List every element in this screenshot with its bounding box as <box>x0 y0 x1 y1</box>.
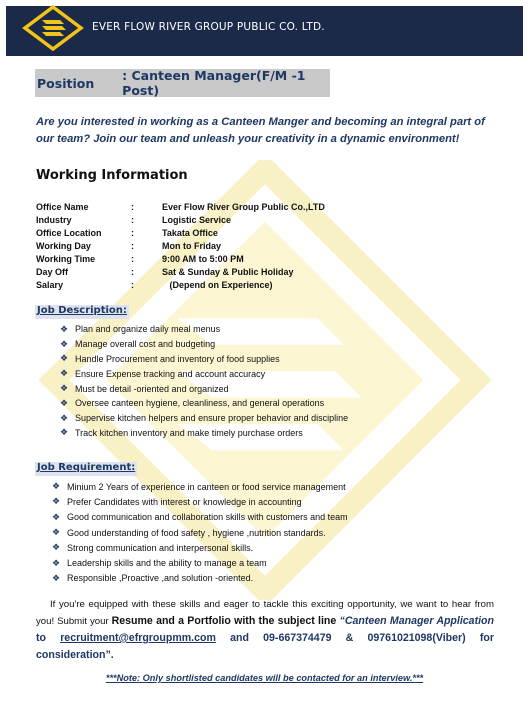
list-item-text: Plan and organize daily meal menus <box>75 324 221 335</box>
diamond-bullet-icon: ❖ <box>60 383 69 394</box>
list-item-text: Leadership skills and the ability to manage a team <box>67 558 267 569</box>
list-item-text: Minium 2 Years of experience in canteen or food service management <box>67 481 346 492</box>
working-info-title: Working Information <box>36 168 188 183</box>
list-item <box>60 411 348 426</box>
closing-end: ”. <box>105 649 114 661</box>
job-requirement-title: Job Requirement: <box>35 462 137 476</box>
list-item-text: Track kitchen inventory and make timely purchase orders <box>75 427 303 438</box>
closing-phones: 09-667374479 & 09761021098(Viber) for consideration <box>36 632 494 661</box>
list-item <box>52 510 348 525</box>
diamond-bullet-icon: ❖ <box>52 557 61 568</box>
diamond-bullet-icon: ❖ <box>52 511 61 522</box>
info-colon: : <box>131 215 134 226</box>
list-item <box>60 337 348 352</box>
info-key: Industry <box>36 215 72 226</box>
info-colon: : <box>131 266 134 277</box>
list-item <box>60 366 348 381</box>
info-key: Day Off <box>36 266 69 277</box>
info-row-working-day <box>36 240 325 253</box>
position-bar <box>35 69 330 97</box>
working-info-table <box>36 201 325 291</box>
info-value: (Depend on Experience) <box>162 279 273 290</box>
list-item <box>60 322 348 337</box>
list-item-text: Handle Procurement and inventory of food supplies <box>75 353 280 364</box>
info-key: Salary <box>36 279 64 290</box>
info-value: Ever Flow River Group Public Co.,LTD <box>162 202 325 213</box>
info-key: Office Name <box>36 202 89 213</box>
info-colon: : <box>131 202 134 213</box>
position-label: Position <box>37 75 95 91</box>
list-item-text: Must be detail -oriented and organized <box>75 383 229 394</box>
info-colon: : <box>131 254 134 264</box>
info-value: Mon to Friday <box>162 241 221 252</box>
diamond-bullet-icon: ❖ <box>60 353 69 364</box>
list-item-text: Good communication and collaboration skills with customers and team <box>67 512 348 523</box>
list-item-text: Responsible ,Proactive ,and solution -oriented. <box>67 573 254 584</box>
list-item <box>52 525 348 540</box>
info-value: 9:00 AM to 5:00 PM <box>162 254 244 264</box>
list-item <box>52 494 348 509</box>
list-item <box>52 479 348 494</box>
shortlist-note: ***Note: Only shortlisted candidates will be contacted for an interview.*** <box>105 673 424 683</box>
diamond-bullet-icon: ❖ <box>52 496 61 507</box>
list-item-text: Good understanding of food safety , hygiene ,nutrition standards. <box>67 527 326 538</box>
info-value: Logistic Service <box>162 215 232 226</box>
list-item <box>52 571 348 586</box>
info-row-industry <box>36 214 325 227</box>
recruitment-email-link[interactable]: recruitment@efrgroupmm.com <box>60 632 216 644</box>
list-item-text: Ensure Expense tracking and account accuracy <box>75 368 266 379</box>
list-item <box>52 555 348 570</box>
diamond-bullet-icon: ❖ <box>52 481 61 492</box>
list-item <box>60 426 348 441</box>
diamond-bullet-icon: ❖ <box>52 542 61 553</box>
efr-logo-icon <box>22 5 84 51</box>
company-name: EVER FLOW RIVER GROUP PUBLIC CO. LTD. <box>92 21 325 33</box>
diamond-bullet-icon: ❖ <box>60 397 69 408</box>
list-item-text: Manage overall cost and budgeting <box>75 339 216 350</box>
list-item <box>60 396 348 411</box>
closing-text: If you're equipped with these skills and eager to tackle this exciting opportunity, we want to hear from you! Submit your <box>36 599 494 627</box>
info-colon: : <box>131 228 134 239</box>
list-item-text: Oversee canteen hygiene, cleanliness, and general operations <box>75 398 325 409</box>
info-row-day-off <box>36 265 325 278</box>
diamond-bullet-icon: ❖ <box>60 412 69 423</box>
info-key: Working Time <box>36 254 96 264</box>
closing-subject: “Canteen Manager Application <box>336 615 494 627</box>
info-key: Office Location <box>36 228 102 239</box>
closing-to: to <box>36 632 61 644</box>
list-item <box>60 352 348 367</box>
position-value: : Canteen Manager(F/M -1 Post) <box>122 68 306 98</box>
info-value: Sat & Sunday & Public Holiday <box>162 266 294 277</box>
list-item <box>60 381 348 396</box>
closing-resume: Resume and a Portfolio with the subject line <box>111 615 337 627</box>
info-value: Takata Office <box>162 228 218 239</box>
info-colon: : <box>131 241 134 252</box>
info-row-office-location <box>36 227 325 240</box>
info-colon: : <box>131 279 134 290</box>
list-item <box>52 540 348 555</box>
closing-and: and <box>215 632 264 644</box>
info-row-office-name <box>36 201 325 214</box>
info-row-salary <box>36 278 325 291</box>
diamond-bullet-icon: ❖ <box>60 338 69 349</box>
diamond-bullet-icon: ❖ <box>60 427 69 438</box>
diamond-bullet-icon: ❖ <box>52 527 61 538</box>
closing-paragraph <box>36 596 494 664</box>
diamond-bullet-icon: ❖ <box>52 572 61 583</box>
list-item-text: Prefer Candidates with interest or knowledge in accounting <box>67 496 302 507</box>
header-banner <box>6 6 523 56</box>
job-description-list <box>60 322 348 440</box>
diamond-bullet-icon: ❖ <box>60 368 69 379</box>
info-row-working-time <box>36 253 325 266</box>
list-item-text: Supervise kitchen helpers and ensure proper behavior and discipline <box>75 413 349 424</box>
intro-text: Are you interested in working as a Canteen Manger and becoming an integral part of our team? Join our team and unleash your creativity in a dynamic environment! <box>36 116 485 145</box>
info-key: Working Day <box>36 241 91 252</box>
diamond-bullet-icon: ❖ <box>60 323 69 334</box>
job-requirement-list <box>52 479 348 586</box>
job-description-title: Job Description: <box>35 305 129 319</box>
list-item-text: Strong communication and interpersonal skills. <box>67 542 254 553</box>
